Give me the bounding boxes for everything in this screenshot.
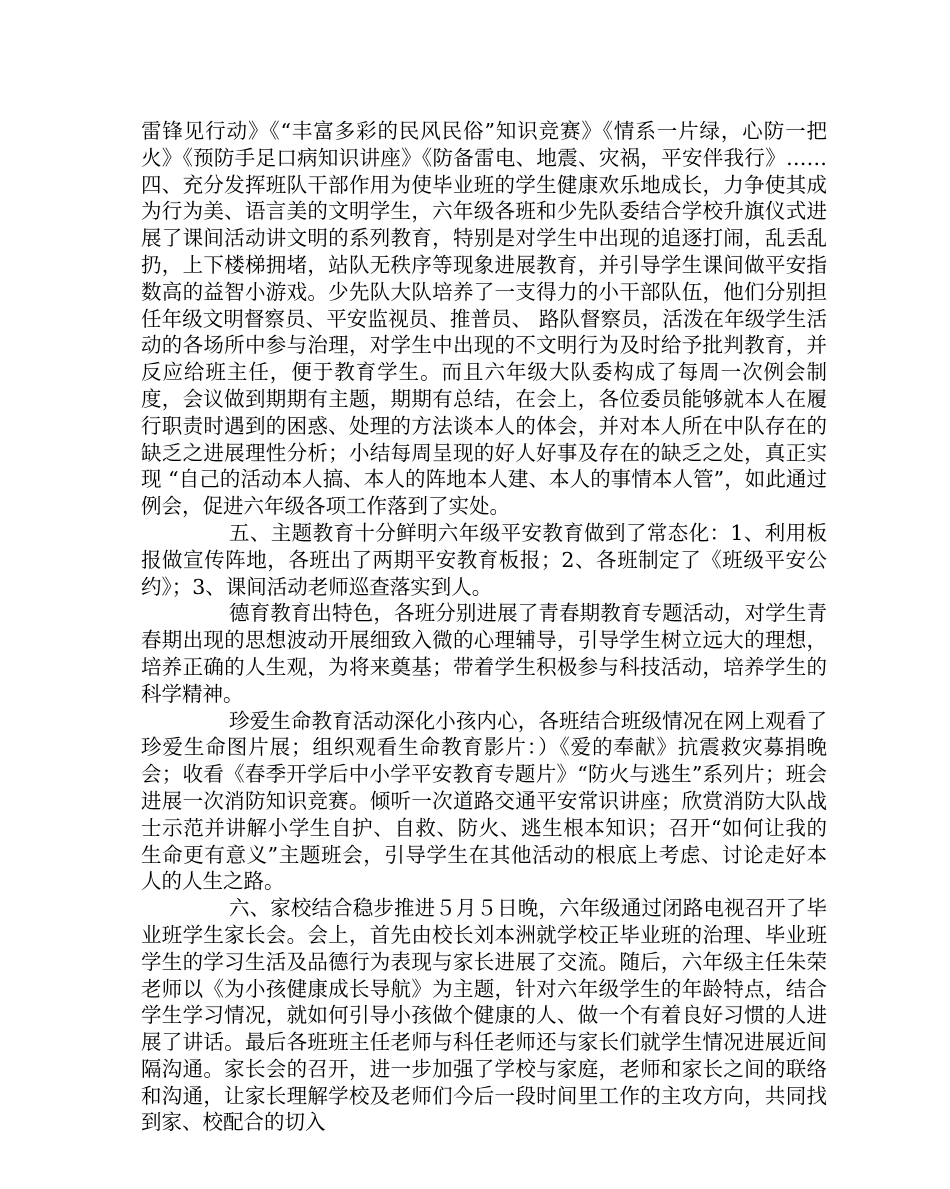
paragraph-1: 雷锋见行动》《“丰富多彩的民风民俗”知识竞赛》《情系一片绿，心防一把火》《预防手足口病知识讲座》《防备雷电、地震、灾祸，平安伴我行》……四、充分发挥班队干部作用为使毕业班的学生健康欢乐地成长，力争使其成为行为美、语言美的文明学生，六年级各班和少先队委结合学校升旗仪式进展了课间活动讲文明的系列教育，特别是对学生中出现的追逐打闹，乱丢乱扔，上下楼梯拥堵，站队无秩序等现象进展教育，并引导学生课间做平安指数高的益智小游戏。少先队大队培养了一支得力的小干部队伍，他们分别担任年级文明督察员、平安监视员、推普员、 路队督察员，活泼在年级学生活动的各场所中参与治理，对学生中出现的不文明行为及时给予批判教育，并反应给班主任，便于教育学生。而且六年级大队委构成了每周一次例会制度，会议做到期期有主题，期期有总结，在会上，各位委员能够就本人在履行职责时遇到的困惑、处理的方法谈本人的体会，并对本人所在中队存在的缺乏之进展理性分析；小结每周呈现的好人好事及存在的缺乏之处，真正实现 “自己的活动本人搞、本人的阵地本人建、本人的事情本人管”，如此通过例会，促进六年级各项工作落到了实处。 (141, 119, 827, 519)
paragraph-2: 五、主题教育十分鲜明六年级平安教育做到了常态化：1、利用板报做宣传阵地，各班出了两期平安教育板报；2、各班制定了《班级平安公约》；3、课间活动老师巡查落实到人。 (141, 520, 827, 599)
paragraph-4: 珍爱生命教育活动深化小孩内心，各班结合班级情况在网上观看了珍爱生命图片展；组织观看生命教育影片：）《爱的奉献》抗震救灾募捐晚会；收看《春季开学后中小学平安教育专题片》“防火与逃生”系列片；班会进展一次消防知识竞赛。倾听一次道路交通平安常识讲座；欣赏消防大队战士示范并讲解小学生自护、自救、防火、逃生根本知识；召开“如何让我的生命更有意义”主题班会，引导学生在其他活动的根底上考虑、讨论走好本人的人生之路。 (141, 708, 827, 894)
paragraph-3: 德育教育出特色，各班分别进展了青春期教育专题活动，对学生青春期出现的思想波动开展细致入微的心理辅导，引导学生树立远大的理想，培养正确的人生观，为将来奠基；带着学生积极参与科技活动，培养学生的科学精神。 (141, 601, 827, 706)
paragraph-5: 六、家校结合稳步推进５月５日晚，六年级通过闭路电视召开了毕业班学生家长会。会上，首先由校长刘本洲就学校正毕业班的治理、毕业班学生的学习生活及品德行为表现与家长进展了交流。随后，六年级主任朱荣老师以《为小孩健康成长导航》为主题，针对六年级学生的年龄特点，结合学生学习情况，就如何引导小孩做个健康的人、做一个有着良好习惯的人进展了讲话。最后各班班主任老师与科任老师还与家长们就学生情况进展近间隔沟通。家长会的召开，进一步加强了学校与家庭，老师和家长之间的联络和沟通，让家长理解学校及老师们今后一段时间里工作的主攻方向，共同找到家、校配合的切入 (141, 896, 827, 1135)
document-body (141, 118, 827, 1136)
